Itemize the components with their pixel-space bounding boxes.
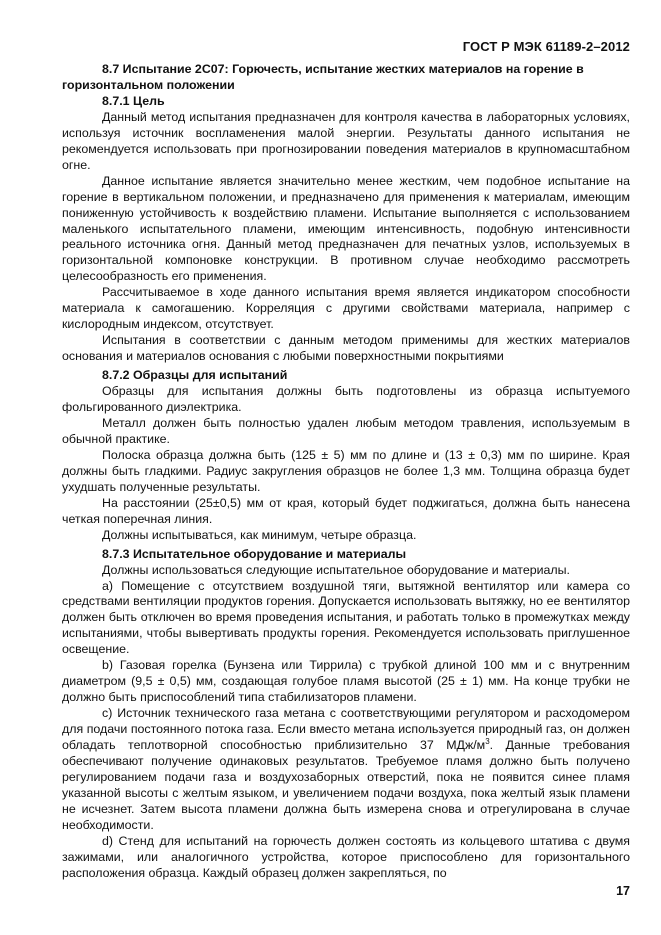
- equipment-intro: Должны использоваться следующие испытательное оборудование и материалы.: [102, 562, 571, 577]
- page-number: 17: [616, 884, 630, 898]
- standard-header: ГОСТ Р МЭК 61189-2–2012: [462, 39, 630, 54]
- purpose-paragraph: Данное испытание является значительно менее жестким, чем подобное испытание на горение в вертикальном положении, и предназначено для применения к материалам, имеющим пониженную устойчивость к воздействию пламени. Испытание выполняется с использованием маленького испытательного пламени, имеющим интенсивность, подобную интенсивности реального источника огня. Данный метод предназначен для печатных узлов, используемых в горизонтальной компоновке конструкции. В противном случае необходимо рассмотреть целесообразность его применения.: [62, 173, 630, 284]
- equipment-item-b: b) Газовая горелка (Бунзена или Тиррила) с трубкой длиной 100 мм и с внутренним диаметром (9,5 ± 0,5) мм, создающая голубое пламя высотой (25 ± 1) мм. На конце трубки не должно быть приспособлений типа стабилизаторов пламени.: [62, 658, 630, 705]
- specimens-paragraph: Должны испытываться, как минимум, четыре образца.: [102, 527, 417, 542]
- equipment-item-d: d) Стенд для испытаний на горючесть должен состоять из кольцевого штатива с двумя зажимами, или аналогичного устройства, которое приспособлено для горизонтального расположения образца. Каждый образец должен закрепляться, по: [62, 833, 630, 880]
- specimens-paragraph: Полоска образца должна быть (125 ± 5) мм по длине и (13 ± 0,3) мм по ширине. Края должны быть гладкими. Радиус закругления образцов не более 1,3 мм. Толщина образца будет ухудшать полученные результаты.: [62, 447, 630, 494]
- equipment-item-a: а) Помещение с отсутствием воздушной тяги, вытяжной вентилятор или камера со средствами вентиляции продуктов горения. Допускается использовать вытяжку, но ее вентилятор должен быть отключен во время проведения испытания, и работать только в промежутках между испытаниями, чтобы вывертивать продукты горения. Рекомендуется использовать приглушенное освещение.: [62, 578, 630, 657]
- specimens-paragraph: На расстоянии (25±0,5) мм от края, который будет поджигаться, должна быть нанесена четкая поперечная линия.: [62, 495, 630, 526]
- purpose-paragraph: Рассчитываемое в ходе данного испытания время является индикатором способности материала к самогашению. Корреляция с другими свойствами материала, например с кислородным индексом, отсутствует.: [62, 285, 630, 332]
- purpose-paragraph: Данный метод испытания предназначен для контроля качества в лабораторных условиях, используя источник воспламенения малой энергии. Результаты данного испытания не рекомендуется использовать при прогнозировании поведения материалов в крупномасштабном огне.: [62, 109, 630, 172]
- page-content: [62, 62, 630, 882]
- subsection-title-equipment: 8.7.3 Испытательное оборудование и материалы: [102, 546, 407, 561]
- equipment-item-c: [62, 706, 630, 834]
- specimens-paragraph: Металл должен быть полностью удален любым методом травления, используемым в обычной практике.: [62, 415, 630, 446]
- equipment-item-c-text-cont: . Данные требования обеспечивают получение одинаковых результатов. Требуемое пламя должно быть получено регулированием подачи газа и воздухозаборных отверстий, пока не появится синее пламя указанной высоты с желтым языком, и увеличением подачи воздуха, пока желтый язык пламени не исчезнет. Затем высота пламени должна быть измерена снова и отрегулирована в случае необходимости.: [62, 738, 630, 832]
- section-title: 8.7 Испытание 2С07: Горючесть, испытание жестких материалов на горение в горизонтальном положении: [62, 62, 584, 92]
- equipment-item-c-text: с) Источник технического газа метана с соответствующими регулятором и расходомером для подачи постоянного потока газа. Если вместо метана используется природный газ, он должен обладать теплотворной способностью приблизительно 37 МДж/м: [62, 706, 630, 753]
- specimens-paragraph: Образцы для испытания должны быть подготовлены из образца испытуемого фольгированного диэлектрика.: [62, 384, 630, 415]
- purpose-paragraph: Испытания в соответствии с данным методом применимы для жестких материалов основания и материалов основания с любыми поверхностными покрытиями: [62, 333, 630, 364]
- superscript-exponent: 3: [485, 736, 490, 746]
- subsection-title-specimens: 8.7.2 Образцы для испытаний: [102, 368, 288, 383]
- subsection-title-purpose: 8.7.1 Цель: [102, 93, 165, 108]
